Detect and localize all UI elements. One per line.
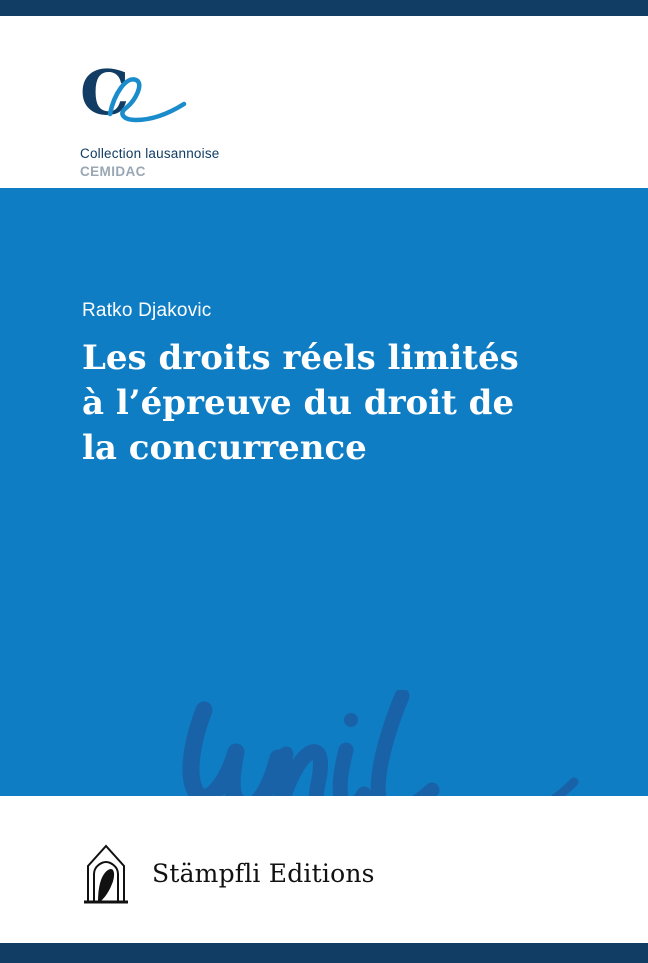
page-title [82, 336, 552, 471]
author-name: Ratko Djakovic [82, 300, 212, 321]
header-band [0, 16, 648, 188]
cover-main-panel [0, 188, 648, 796]
title-line: la concurrence [82, 428, 367, 468]
collection-title: Collection lausannoise [80, 146, 220, 161]
stampfli-emblem-icon [80, 840, 132, 906]
title-line: à l’épreuve du droit de [82, 383, 515, 423]
publisher-name: Stämpfli Editions [152, 858, 375, 888]
bottom-accent-bar [0, 943, 648, 963]
collection-subtitle: CEMIDAC [80, 164, 146, 179]
top-accent-bar [0, 0, 648, 16]
footer-band [0, 796, 648, 943]
title-line: Les droits réels limités [82, 338, 519, 378]
collection-swash-icon [100, 64, 190, 139]
publisher-block [80, 840, 375, 906]
collection-logo [80, 56, 280, 179]
collection-logo-letter: C [80, 56, 130, 129]
collection-mark [80, 56, 190, 134]
